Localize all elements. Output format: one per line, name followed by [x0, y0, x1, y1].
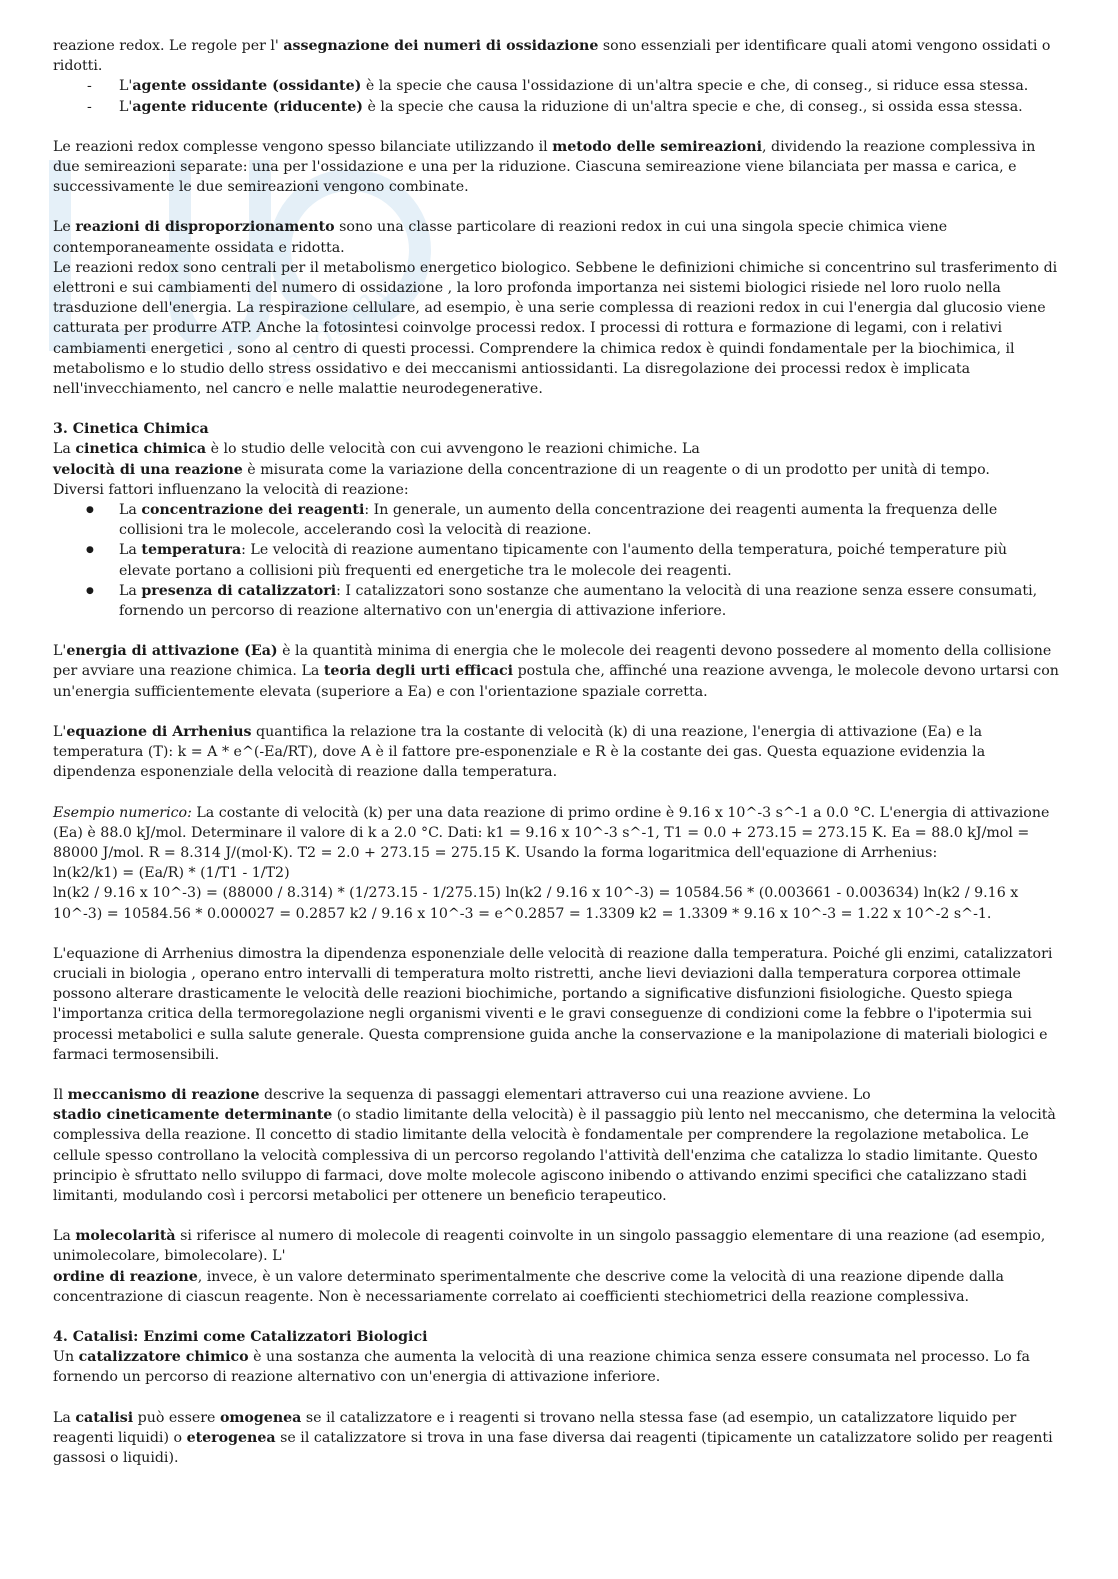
kinetics-paragraph-order: ordine di reazione, invece, è un valore determinato sperimentalmente che descrive come la velocità di una reazione dipende dalla concentrazione di ciascun reagente. Non è necessariamente correlato ai coefficienti stechiometrici della reazione complessiva. [53, 1268, 1005, 1305]
kinetics-factors-list [53, 500, 1063, 621]
kinetics-paragraph-molecularity: La molecolarità si riferisce al numero di molecole di reagenti coinvolte in un singolo passaggio elementare di una reazione (ad esempio, unimolecolare, bimolecolare). L' [53, 1228, 1046, 1265]
kinetics-paragraph-rate-determining: stadio cineticamente determinante (o stadio limitante della velocità) è il passaggio più lento nel meccanismo, che determina la velocità complessiva della reazione. Il concetto di stadio limitante della velocità è fondamentale per comprendere la regolazione metabolica. Le cellule spesso controllano la velocità complessiva di un percorso regolando l'attività dell'enzima che catalizza lo stadio limitante. Questo principio è sfruttato nello sviluppo di farmaci, dove molte molecole agiscono inibendo o attivando enzimi specifici che catalizzano stadi limitanti, modulando così i percorsi metabolici per ottenere un beneficio terapeutico. [53, 1107, 1056, 1204]
kinetics-paragraph-biology: L'equazione di Arrhenius dimostra la dipendenza esponenziale delle velocità di reazione dalla temperatura. Poiché gli enzimi, catalizzatori cruciali in biologia , operano entro intervalli di temperatura molto ristretti, anche lievi deviazioni dalla temperatura corporea ottimale possono alterare drasticamente le velocità delle reazioni biochimiche, portando a significative disfunzioni fisiologiche. Questo spiega l'importanza critica della termoregolazione negli organismi viventi e le gravi conseguenze di condizioni come la febbre o l'ipotermia sui processi metabolici e sulla salute generale. Questa comprensione guida anche la conservazione e la manipolazione di materiali biologici e farmaci termosensibili. [53, 945, 1053, 1063]
list-item: ● La presenza di catalizzatori: I catalizzatori sono sostanze che aumentano la velocità di una reazione senza essere consumati, fornendo un percorso di reazione alternativo con un'energia di attivazione inferiore. [53, 581, 1063, 621]
kinetics-paragraph-rate: velocità di una reazione è misurata come la variazione della concentrazione di un reagente o di un prodotto per unità di tempo. [53, 461, 990, 478]
svg-text:academy: academy [256, 268, 400, 398]
kinetics-paragraph-example: Esempio numerico: La costante di velocità (k) per una data reazione di primo ordine è 9.16 x 10^-3 s^-1 a 0.0 °C. L'energia di attivazione (Ea) è 88.0 kJ/mol. Determinare il valore di k a 2.0 °C. Dati: k1 = 9.16 x 10^-3 s^-1, T1 = 0.0 + 273.15 = 273.15 K. Ea = 88.0 kJ/mol = 88000 J/mol. R = 8.314 J/(mol·K). T2 = 2.0 + 273.15 = 275.15 K. Usando la forma logaritmica dell'equazione di Arrhenius: [53, 804, 1050, 861]
list-item: ● La temperatura: Le velocità di reazione aumentano tipicamente con l'aumento della temperatura, poiché temperature più elevate portano a collisioni più frequenti ed energetiche tra le molecole dei reagenti. [53, 540, 1063, 580]
catalysis-paragraph-types: La catalisi può essere omogenea se il catalizzatore e i reagenti si trovano nella stessa fase (ad esempio, un catalizzatore liquido per reagenti liquidi) o eterogenea se il catalizzatore si trova in una fase diversa dai reagenti (tipicamente un catalizzatore solido per reagenti gassosi o liquidi). [53, 1409, 1053, 1466]
section-heading-kinetics: 3. Cinetica Chimica [53, 421, 209, 438]
document-page [53, 36, 1063, 1468]
kinetics-paragraph-activation-energy: L'energia di attivazione (Ea) è la quantità minima di energia che le molecole dei reagenti devono possedere al momento della collisione per avviare una reazione chimica. La teoria degli urti efficaci postula che, affinché una reazione avvenga, le molecole devono urtarsi con un'energia sufficientemente elevata (superiore a Ea) e con l'orientazione spaziale corretta. [53, 643, 1059, 700]
redox-paragraph-biology: Le reazioni redox sono centrali per il metabolismo energetico biologico. Sebbene le definizioni chimiche si concentrino sul trasferimento di elettroni e sui cambiamenti del numero di ossidazione , la loro profonda importanza nei sistemi biologici risiede nel loro ruolo nella trasduzione dell'energia. La respirazione cellulare, ad esempio, è una serie complessa di reazioni redox in cui l'energia dal glucosio viene catturata per produrre ATP. Anche la fotosintesi coinvolge processi redox. I processi di rottura e formazione di legami, con i relativi cambiamenti energetici , sono al centro di questi processi. Comprendere la chimica redox è quindi fondamentale per la biochimica, il metabolismo e lo studio dello stress ossidativo e dei meccanismi antiossidanti. La disregolazione dei processi redox è implicata nell'invecchiamento, nel cancro e nelle malattie neurodegenerative. [53, 259, 1058, 398]
kinetics-example-formula: ln(k2/k1) = (Ea/R) * (1/T1 - 1/T2) [53, 865, 290, 882]
redox-paragraph-half-reactions: Le reazioni redox complesse vengono spesso bilanciate utilizzando il metodo delle semireazioni, dividendo la reazione complessiva in due semireazioni separate: una per l'ossidazione e una per la riduzione. Ciascuna semireazione viene bilanciata per massa e carica, e successivamente le due semireazioni vengono combinate. [53, 138, 1036, 196]
section-heading-catalysis: 4. Catalisi: Enzimi come Catalizzatori Biologici [53, 1328, 428, 1345]
kinetics-example-calculation: ln(k2 / 9.16 x 10^-3) = (88000 / 8.314) * (1/273.15 - 1/275.15) ln(k2 / 9.16 x 10^-3) = 10584.56 * (0.003661 - 0.003634) ln(k2 / 9.16 x 10^-3) = 10584.56 * 0.000027 = 0.2857 k2 / 9.16 x 10^-3 = e^0.2857 = 1.3309 k2 = 1.3309 * 9.16 x 10^-3 = 1.22 x 10^-2 s^-1. [53, 885, 1019, 922]
kinetics-paragraph-arrhenius: L'equazione di Arrhenius quantifica la relazione tra la costante di velocità (k) di una reazione, l'energia di attivazione (Ea) e la temperatura (T): k = A * e^(-Ea/RT), dove A è il fattore pre-esponenziale e R è la costante dei gas. Questa equazione evidenzia la dipendenza esponenziale della velocità di reazione dalla temperatura. [53, 723, 986, 781]
redox-paragraph-disproportionation: Le reazioni di disproporzionamento sono una classe particolare di reazioni redox in cui una singola specie chimica viene contemporaneamente ossidata e ridotta. [53, 219, 948, 256]
list-item: - L'agente riducente (riducente) è la specie che causa la riduzione di un'altra specie e che, di conseg., si ossida essa stessa. [53, 97, 1063, 117]
list-item: ● La concentrazione dei reagenti: In generale, un aumento della concentrazione dei reagenti aumenta la frequenza delle collisioni tra le molecole, accelerando così la velocità di reazione. [53, 500, 1063, 540]
list-item: - L'agente ossidante (ossidante) è la specie che causa l'ossidazione di un'altra specie e che, di conseg., si riduce essa stessa. [53, 76, 1063, 96]
redox-agents-list [53, 76, 1063, 116]
kinetics-paragraph-mechanism: Il meccanismo di reazione descrive la sequenza di passaggi elementari attraverso cui una reazione avviene. Lo [53, 1086, 871, 1103]
kinetics-paragraph-factors: Diversi fattori influenzano la velocità di reazione: [53, 481, 409, 498]
kinetics-paragraph-intro: La cinetica chimica è lo studio delle velocità con cui avvengono le reazioni chimiche. La [53, 441, 700, 458]
catalysis-paragraph-definition: Un catalizzatore chimico è una sostanza che aumenta la velocità di una reazione chimica senza essere consumata nel processo. Lo fa fornendo un percorso di reazione alternativo con un'energia di attivazione inferiore. [53, 1349, 1030, 1386]
redox-paragraph-oxidation-numbers: reazione redox. Le regole per l' assegnazione dei numeri di ossidazione sono essenziali per identificare quali atomi vengono ossidati o ridotti. [53, 38, 1051, 75]
